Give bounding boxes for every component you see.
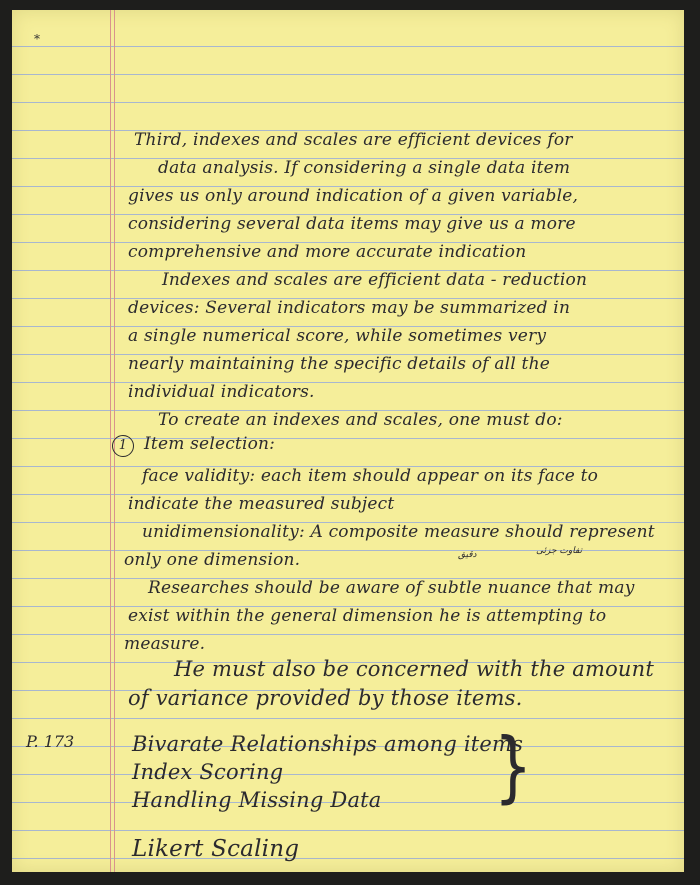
topic-line: Index Scoring: [132, 760, 284, 784]
paragraph-1-line: comprehensive and more accurate indication: [128, 242, 527, 262]
variance-line: He must also be concerned with the amount: [174, 657, 655, 681]
face-validity-line: indicate the measured subject: [128, 494, 395, 514]
margin-note-nuance: تفاوت جزئی: [536, 546, 583, 556]
step-item-selection: [112, 434, 275, 457]
paragraph-2-line: devices: Several indicators may be summarized in: [128, 298, 571, 318]
curly-brace: }: [494, 721, 533, 813]
margin-note-subtle: دقیق: [458, 550, 477, 560]
page-reference: P. 173: [26, 732, 75, 751]
notebook-page: [12, 10, 684, 872]
researcher-line: measure.: [124, 634, 206, 654]
step-number: 1: [112, 435, 134, 457]
paragraph-1-line: data analysis. If considering a single data item: [158, 158, 571, 178]
paragraph-2-line: nearly maintaining the specific details of all the: [128, 354, 551, 374]
paragraph-2-line: individual indicators.: [128, 382, 315, 402]
researcher-line: exist within the general dimension he is attempting to: [128, 606, 607, 626]
paragraph-1-line: gives us only around indication of a given variable,: [128, 186, 579, 206]
unidimensionality-line: only one dimension.: [124, 550, 301, 570]
unidimensionality-line: unidimensionality: A composite measure should represent: [142, 522, 655, 542]
variance-line: of variance provided by those items.: [128, 686, 523, 710]
topic-line: Handling Missing Data: [132, 788, 382, 812]
page-mark: *: [34, 32, 40, 46]
paragraph-1-line: considering several data items may give us a more: [128, 214, 576, 234]
face-validity-line: face validity: each item should appear on its face to: [142, 466, 599, 486]
researcher-line: Researches should be aware of subtle nuance that may: [148, 578, 635, 598]
paragraph-2-line: a single numerical score, while sometimes very: [128, 326, 547, 346]
paragraph-1-line: Third, indexes and scales are efficient devices for: [134, 130, 573, 150]
create-intro: To create an indexes and scales, one must do:: [158, 410, 563, 430]
margin-line: [110, 10, 111, 872]
topic-line: Bivarate Relationships among items: [132, 732, 524, 756]
step-title: Item selection:: [144, 434, 276, 454]
paragraph-2-line: Indexes and scales are efficient data - reduction: [162, 270, 588, 290]
final-heading: Likert Scaling: [132, 836, 300, 862]
